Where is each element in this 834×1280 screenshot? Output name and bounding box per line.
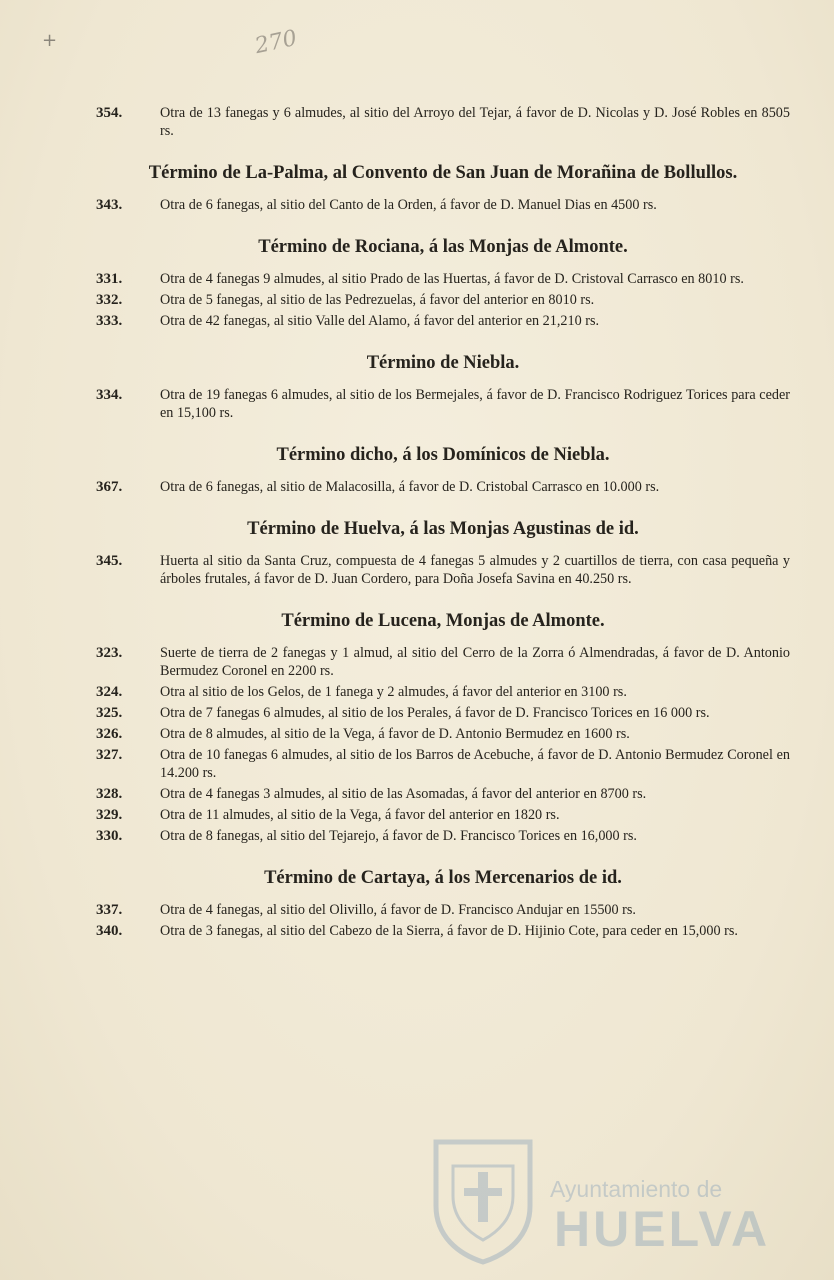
lot-entry <box>96 746 790 782</box>
lot-number: 334. <box>96 387 123 403</box>
lot-description: Otra de 4 fanegas, al sitio del Olivillo, á favor de D. Francisco Andujar en 15500 rs. <box>160 902 636 918</box>
lot-entry <box>96 806 790 824</box>
lot-entry <box>96 291 790 309</box>
section-heading: Término de Rociana, á las Monjas de Almonte. <box>258 237 628 257</box>
lot-entry <box>96 478 790 496</box>
lot-entry <box>96 196 790 214</box>
lot-number: 324. <box>96 684 123 700</box>
lot-number: 333. <box>96 313 123 329</box>
lot-number: 328. <box>96 786 123 802</box>
section-heading: Término de Lucena, Monjas de Almonte. <box>281 611 605 631</box>
lot-number: 354. <box>96 105 123 121</box>
lot-description: Otra de 10 fanegas 6 almudes, al sitio de los Barros de Acebuche, á favor de D. Antonio Bermudez Coronel en 14.200 rs. <box>160 747 790 781</box>
section-heading: Término dicho, á los Domínicos de Niebla. <box>276 445 610 465</box>
lot-entry <box>96 704 790 722</box>
section-heading: Término de Cartaya, á los Mercenarios de id. <box>264 868 622 888</box>
lot-number: 325. <box>96 705 123 721</box>
lot-description: Otra de 8 fanegas, al sitio del Tejarejo, á favor de D. Francisco Torices en 16,000 rs. <box>160 828 637 844</box>
lot-number: 331. <box>96 271 123 287</box>
lot-entry <box>96 827 790 845</box>
section-heading: Término de Niebla. <box>366 353 520 373</box>
lot-description: Suerte de tierra de 2 fanegas y 1 almud, al sitio del Cerro de la Zorra ó Almendradas, á favor de D. Antonio Bermudez Coronel en 2200 rs. <box>160 645 790 679</box>
lot-number: 340. <box>96 923 123 939</box>
archive-watermark <box>428 1128 771 1268</box>
lot-description: Huerta al sitio da Santa Cruz, compuesta de 4 fanegas 5 almudes y 2 cuartillos de tierra, con casa pequeña y árboles frutales, á favor de D. Juan Cordero, para Doña Josefa Savina en 40.250 rs. <box>160 553 790 587</box>
lot-entry <box>96 901 790 919</box>
lot-number: 330. <box>96 828 123 844</box>
lot-entry <box>96 644 790 680</box>
lot-description: Otra de 13 fanegas y 6 almudes, al sitio del Arroyo del Tejar, á favor de D. Nicolas y D. José Robles en 8505 rs. <box>160 105 790 139</box>
lot-entry <box>96 785 790 803</box>
section-heading: Término de La-Palma, al Convento de San Juan de Morañina de Bollullos. <box>148 163 738 183</box>
watermark-line-1: Ayuntamiento de <box>550 1176 723 1202</box>
lot-number: 323. <box>96 645 123 661</box>
lot-number: 345. <box>96 553 123 569</box>
lot-description: Otra de 5 fanegas, al sitio de las Pedrezuelas, á favor del anterior en 8010 rs. <box>160 292 595 308</box>
lot-number: 332. <box>96 292 123 308</box>
lot-description: Otra de 8 almudes, al sitio de la Vega, á favor de D. Antonio Bermudez en 1600 rs. <box>160 726 630 742</box>
lot-description: Otra de 11 almudes, al sitio de la Vega, á favor del anterior en 1820 rs. <box>160 807 560 823</box>
lot-entry <box>96 683 790 701</box>
lot-entry <box>96 725 790 743</box>
lot-description: Otra de 7 fanegas 6 almudes, al sitio de los Perales, á favor de D. Francisco Torices en 16 000 rs. <box>160 705 710 721</box>
lot-number: 329. <box>96 807 123 823</box>
margin-cross-mark: + <box>42 30 58 51</box>
lot-description: Otra de 19 fanegas 6 almudes, al sitio de los Bermejales, á favor de D. Francisco Rodriguez Torices para ceder en 15,100 rs. <box>160 387 790 421</box>
lot-entry <box>96 386 790 422</box>
handwritten-page-number: 270 <box>252 25 300 60</box>
document-body <box>96 104 790 953</box>
lot-number: 343. <box>96 197 123 213</box>
section-heading: Término de Huelva, á las Monjas Agustinas de id. <box>247 519 639 539</box>
lot-description: Otra de 6 fanegas, al sitio del Canto de la Orden, á favor de D. Manuel Dias en 4500 rs. <box>160 197 657 213</box>
lot-description: Otra de 42 fanegas, al sitio Valle del Alamo, á favor del anterior en 21,210 rs. <box>160 313 600 329</box>
lot-number: 326. <box>96 726 123 742</box>
lot-number: 327. <box>96 747 123 763</box>
watermark-line-2: HUELVA <box>554 1201 771 1257</box>
lot-entry <box>96 552 790 588</box>
lot-entry <box>96 922 790 940</box>
lot-entry <box>96 312 790 330</box>
lot-description: Otra de 4 fanegas 9 almudes, al sitio Prado de las Huertas, á favor de D. Cristoval Carrasco en 8010 rs. <box>160 271 744 287</box>
lot-number: 367. <box>96 479 123 495</box>
lot-description: Otra de 3 fanegas, al sitio del Cabezo de la Sierra, á favor de D. Hijinio Cote, para ceder en 15,000 rs. <box>160 923 738 939</box>
lot-description: Otra de 6 fanegas, al sitio de Malacosilla, á favor de D. Cristobal Carrasco en 10.000 rs. <box>160 479 660 495</box>
lot-entry <box>96 270 790 288</box>
lot-description: Otra al sitio de los Gelos, de 1 fanega y 2 almudes, á favor del anterior en 3100 rs. <box>160 684 627 700</box>
lot-number: 337. <box>96 902 123 918</box>
lot-description: Otra de 4 fanegas 3 almudes, al sitio de las Asomadas, á favor del anterior en 8700 rs. <box>160 786 647 802</box>
lot-entry <box>96 104 790 140</box>
shield-icon <box>428 1136 538 1266</box>
